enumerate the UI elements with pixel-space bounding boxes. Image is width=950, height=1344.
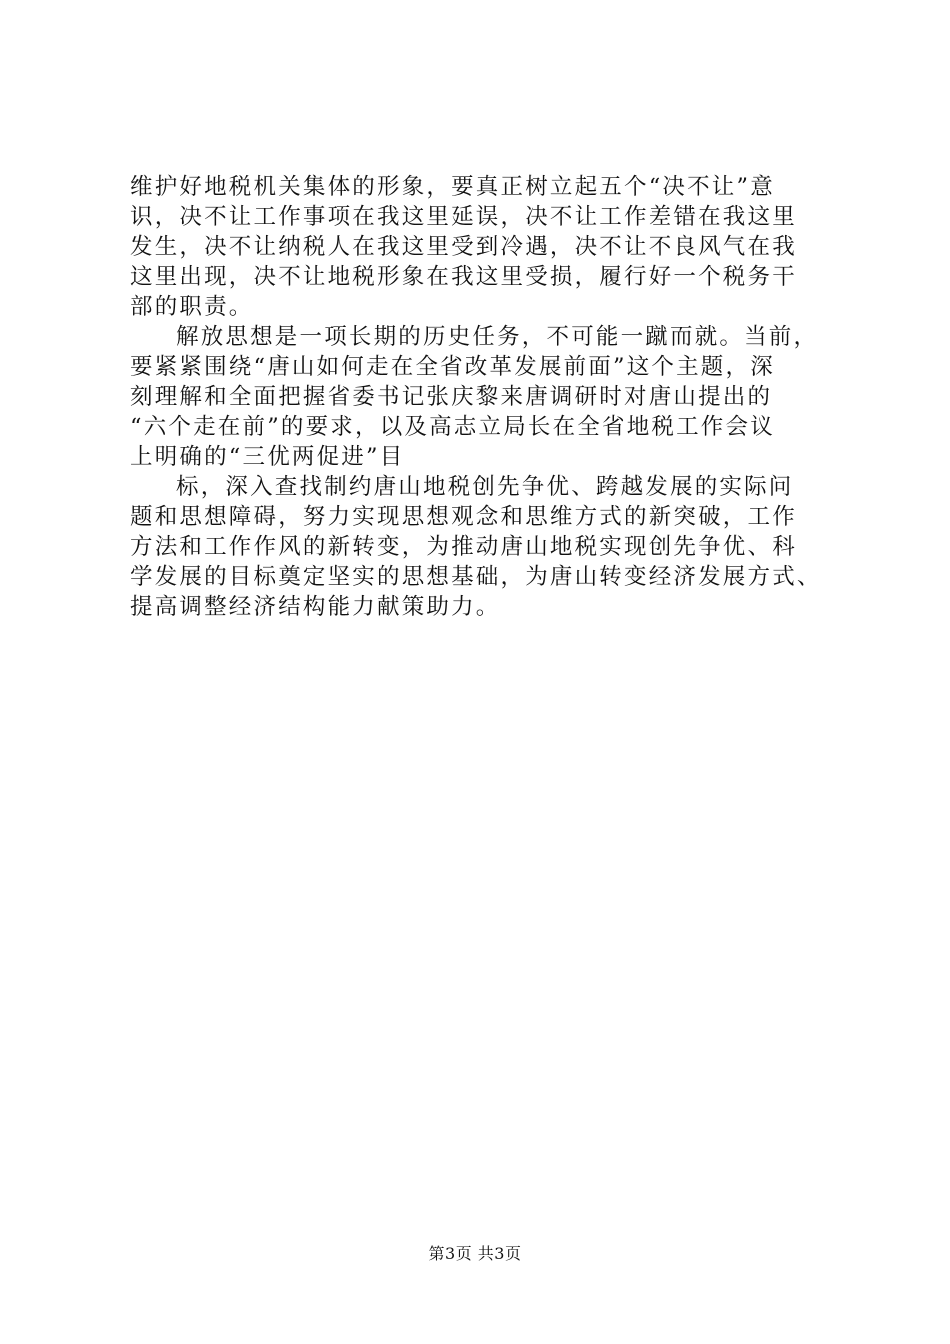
text-line: 方法和工作作风的新转变，为推动唐山地税实现创先争优、科 — [130, 534, 797, 560]
paragraph-1 — [130, 172, 865, 322]
text-line: “六个走在前”的要求，以及高志立局长在全省地税工作会议 — [130, 414, 775, 440]
text-line: 维护好地税机关集体的形象，要真正树立起五个“决不让”意 — [130, 174, 775, 200]
text-line: 发生，决不让纳税人在我这里受到冷遇，决不让不良风气在我 — [130, 234, 797, 260]
paragraph-2 — [130, 322, 865, 472]
text-line: 这里出现，决不让地税形象在我这里受损，履行好一个税务干 — [130, 264, 797, 290]
text-line: 部的职责。 — [130, 294, 254, 320]
text-line: 提高调整经济结构能力献策助力。 — [130, 594, 501, 620]
text-line: 上明确的“三优两促进”目 — [130, 444, 405, 470]
text-line: 标，深入查找制约唐山地税创先争优、跨越发展的实际问 — [176, 474, 794, 500]
page-footer — [0, 1243, 950, 1265]
text-line: 刻理解和全面把握省委书记张庆黎来唐调研时对唐山提出的 — [130, 384, 773, 410]
text-line: 题和思想障碍，努力实现思想观念和思维方式的新突破，工作 — [130, 504, 797, 530]
paragraph-3 — [130, 472, 865, 622]
document-body — [130, 172, 865, 622]
text-line: 要紧紧围绕“唐山如何走在全省改革发展前面”这个主题，深 — [130, 354, 775, 380]
text-line: 识，决不让工作事项在我这里延误，决不让工作差错在我这里 — [130, 204, 797, 230]
page-number-label: 第3页 共3页 — [428, 1244, 522, 1263]
text-line: 解放思想是一项长期的历史任务，不可能一蹴而就。当前， — [176, 324, 819, 350]
text-line: 学发展的目标奠定坚实的思想基础，为唐山转变经济发展方式、 — [130, 564, 822, 590]
